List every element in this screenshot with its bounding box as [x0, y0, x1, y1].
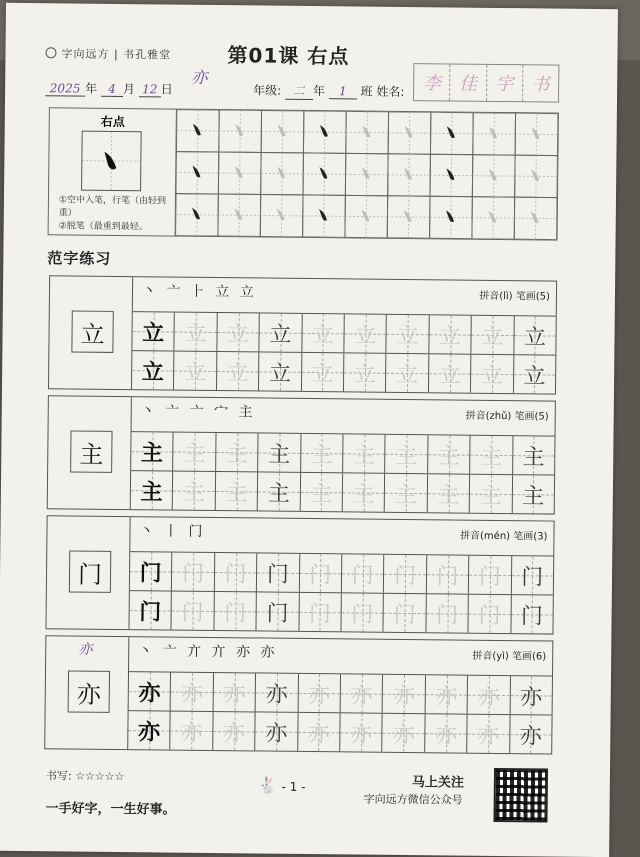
cell-char: 门 [309, 558, 331, 589]
cell-char: 主 [140, 475, 162, 506]
practice-cell[interactable] [341, 593, 384, 631]
right-dot-stroke [319, 209, 327, 221]
grade-suffix: 年 [313, 84, 325, 98]
page-number-text: - 1 - [281, 780, 305, 794]
char-meta [466, 407, 549, 423]
practice-cell[interactable] [512, 556, 554, 594]
practice-cell[interactable] [302, 314, 345, 352]
qr-code-icon [493, 768, 548, 823]
right-dot-stroke [531, 169, 539, 181]
cell-char: 立 [227, 356, 249, 387]
cell-char: 立 [524, 320, 546, 351]
cell-char: 主 [141, 436, 163, 467]
practice-cell[interactable] [425, 714, 468, 752]
worksheet-page [0, 3, 618, 857]
cell-char: 门 [352, 558, 374, 589]
stroke-cell[interactable] [261, 110, 304, 152]
practice-cell[interactable] [173, 472, 216, 510]
cell-char: 主 [353, 438, 375, 469]
practice-block [47, 395, 556, 514]
stroke-count: 笔画(5) [516, 291, 550, 302]
cell-char: 亦 [435, 679, 457, 710]
practice-cell[interactable] [427, 555, 470, 593]
cell-char: 立 [142, 316, 164, 347]
practice-cell[interactable] [213, 673, 256, 711]
motto: 一手好字，一生好事。 [46, 797, 176, 817]
model-char-panel [45, 636, 129, 749]
practice-cell[interactable] [469, 595, 512, 633]
date-month: 4 [101, 82, 123, 97]
practice-cell[interactable] [343, 434, 386, 472]
practice-cell[interactable] [214, 592, 257, 630]
cell-char: 主 [480, 478, 502, 509]
practice-cell[interactable] [514, 355, 556, 393]
cell-char: 立 [396, 357, 418, 388]
pinyin: 拼音(mén) [460, 531, 510, 543]
practice-cell[interactable] [259, 352, 302, 390]
cell-char: 立 [354, 318, 376, 349]
cell-char: 亦 [223, 716, 245, 747]
date-day: 12 [139, 82, 161, 97]
stroke-grid-svg [176, 110, 558, 240]
cell-char: 门 [351, 597, 373, 628]
practice-cell[interactable] [171, 712, 214, 750]
stroke-order: 丶 亠 亣 亣 亦 亦 [138, 640, 277, 661]
stroke-demo-square [81, 131, 142, 192]
practice-cell[interactable] [472, 316, 515, 354]
practice-cell[interactable] [470, 475, 513, 513]
cell-char: 主 [480, 439, 502, 470]
practice-cell[interactable] [299, 593, 342, 631]
brand-logo [45, 45, 171, 62]
cell-char: 门 [309, 597, 331, 628]
practice-cell[interactable] [213, 712, 256, 750]
cell-char: 立 [269, 356, 291, 387]
cell-char: 门 [436, 559, 458, 590]
cell-char: 主 [310, 438, 332, 469]
practice-cell[interactable] [342, 554, 385, 592]
cell-char: 立 [354, 357, 376, 388]
right-dot-stroke-icon [82, 132, 141, 191]
cell-char: 亦 [435, 718, 457, 749]
practice-cell[interactable] [469, 556, 512, 594]
cell-char: 门 [266, 596, 288, 627]
practice-cell[interactable] [467, 715, 510, 753]
cell-char: 立 [269, 317, 291, 348]
practice-row [131, 431, 554, 474]
cell-char: 门 [394, 558, 416, 589]
cell-char: 门 [224, 557, 246, 588]
right-dot-stroke [277, 209, 285, 221]
practice-cell[interactable] [132, 312, 175, 350]
practice-cell[interactable] [300, 473, 343, 511]
right-dot-stroke [192, 166, 200, 178]
month-label: 月 [123, 82, 135, 96]
date-year: 2025 [45, 81, 85, 96]
logo-icon [45, 47, 56, 58]
model-char-panel [49, 276, 133, 389]
cell-char: 门 [394, 597, 416, 628]
cell-char: 主 [395, 438, 417, 469]
grade-line [253, 81, 405, 101]
practice-cell[interactable] [512, 475, 554, 513]
practice-cell[interactable] [217, 313, 260, 351]
stroke-cell[interactable] [387, 196, 430, 238]
rabbit-icon: 🐇 [258, 775, 278, 794]
practice-row [132, 311, 555, 354]
date-line [45, 79, 173, 97]
practice-cell[interactable] [468, 676, 511, 714]
name-box [413, 63, 559, 103]
stroke-cell[interactable] [345, 153, 388, 195]
right-dot-stroke [404, 168, 412, 180]
practice-cell[interactable] [131, 432, 174, 470]
cell-char: 门 [224, 596, 246, 627]
practice-cell[interactable] [428, 435, 471, 473]
cell-char: 立 [142, 355, 164, 386]
right-dot-stroke [235, 124, 243, 136]
practice-row [128, 710, 551, 753]
cell-char: 主 [395, 477, 417, 508]
practice-cell[interactable] [132, 351, 175, 389]
right-dot-stroke [277, 125, 285, 137]
practice-cell[interactable] [258, 433, 301, 471]
stroke-cell[interactable] [515, 113, 558, 155]
practice-cell[interactable] [216, 472, 259, 510]
brand-text: 字向远方 | 书孔雅堂 [61, 47, 171, 61]
year-label: 年 [85, 82, 97, 96]
practice-cell[interactable] [130, 552, 173, 590]
stroke-cell[interactable] [176, 194, 219, 236]
stroke-cell[interactable] [218, 152, 261, 194]
cell-char: 门 [139, 595, 161, 626]
practice-cell[interactable] [258, 472, 301, 510]
practice-cell[interactable] [301, 434, 344, 472]
cell-char: 主 [310, 477, 332, 508]
right-dot-stroke [277, 167, 285, 179]
right-dot-stroke [319, 167, 327, 179]
practice-cell[interactable] [343, 473, 386, 511]
char-meta [460, 527, 548, 543]
cell-char: 主 [268, 437, 290, 468]
pinyin: 拼音(zhǔ) [466, 411, 512, 422]
practice-cell[interactable] [298, 713, 341, 751]
cell-char: 门 [478, 598, 500, 629]
rating: 书写: ☆☆☆☆☆ [46, 767, 125, 784]
practice-cell[interactable] [425, 675, 468, 713]
practice-cell[interactable] [386, 354, 429, 392]
practice-cell[interactable] [257, 553, 300, 591]
day-label: 日 [161, 82, 173, 96]
right-dot-stroke [193, 124, 201, 136]
right-dot-stroke [446, 168, 454, 180]
practice-cell[interactable] [470, 436, 513, 474]
cell-char: 亦 [477, 718, 499, 749]
practice-cell[interactable] [298, 674, 341, 712]
practice-row [129, 671, 552, 714]
cell-char: 立 [481, 358, 503, 389]
model-note: 亦 [78, 639, 92, 659]
name-char: 宇 [487, 65, 524, 101]
practice-cell[interactable] [510, 715, 552, 753]
stroke-count: 笔画(5) [514, 411, 548, 422]
class-value: 1 [329, 84, 357, 99]
practice-cell[interactable] [385, 474, 428, 512]
practice-cell[interactable] [255, 712, 298, 750]
cell-char: 立 [439, 358, 461, 389]
right-dot-stroke [320, 125, 328, 137]
model-char: 门 [69, 550, 111, 592]
pinyin: 拼音(yì) [472, 651, 509, 662]
name-char: 佳 [450, 64, 487, 100]
model-char: 亦 [68, 670, 110, 712]
model-char-panel [48, 396, 132, 509]
stroke-notes [59, 194, 171, 234]
cell-char: 亦 [223, 677, 245, 708]
cell-char: 主 [437, 478, 459, 509]
stroke-cell[interactable] [430, 196, 473, 238]
stroke-cell[interactable] [388, 154, 431, 196]
cell-char: 亦 [478, 679, 500, 710]
right-dot-stroke [446, 210, 454, 222]
right-dot-stroke [447, 126, 455, 138]
cell-char: 主 [522, 440, 544, 471]
cell-char: 主 [183, 475, 205, 506]
practice-row [132, 350, 555, 393]
cell-char: 亦 [138, 676, 160, 707]
right-dot-stroke [488, 211, 496, 223]
practice-cell[interactable] [341, 674, 384, 712]
cell-char: 主 [226, 437, 248, 468]
practice-cell[interactable] [510, 676, 552, 714]
cell-char: 亦 [138, 715, 160, 746]
practice-cell[interactable] [511, 595, 553, 633]
stroke-count: 笔画(6) [512, 651, 546, 662]
stroke-cell[interactable] [303, 111, 346, 153]
cell-char: 门 [140, 556, 162, 587]
cell-char: 主 [268, 476, 290, 507]
practice-cell[interactable] [386, 435, 429, 473]
cell-char: 主 [438, 439, 460, 470]
cell-char: 门 [521, 599, 543, 630]
cell-char: 亦 [308, 716, 330, 747]
model-char-panel [46, 516, 130, 629]
practice-block [48, 275, 557, 394]
practice-grid [131, 431, 555, 513]
practice-cell[interactable] [129, 591, 172, 629]
stroke-intro-box [48, 107, 559, 240]
practice-cell[interactable] [172, 553, 215, 591]
cell-char: 亦 [350, 678, 372, 709]
practice-cell[interactable] [217, 352, 260, 390]
cell-char: 立 [184, 355, 206, 386]
follow-label: 马上关注 [412, 771, 464, 791]
grade-label: 年级: [253, 83, 281, 97]
practice-cell[interactable] [429, 354, 472, 392]
practice-grid [128, 671, 552, 753]
stroke-cell[interactable] [514, 197, 557, 239]
right-dot-stroke [192, 208, 200, 220]
stroke-order: 丶 亠 亠 宀 主 [141, 400, 256, 421]
stroke-cell[interactable] [218, 194, 261, 236]
stroke-name: 右点 [50, 112, 176, 130]
model-char: 主 [70, 430, 112, 472]
cell-char: 亦 [520, 680, 542, 711]
note-line: ①空中入笔，行笔（由轻到重） [59, 194, 171, 221]
practice-cell[interactable] [387, 315, 430, 353]
lesson-title: 第01课 右点 [227, 39, 349, 69]
cell-char: 亦 [266, 677, 288, 708]
practice-block [45, 515, 554, 634]
cell-char: 主 [225, 476, 247, 507]
name-char: 李 [414, 64, 451, 100]
stroke-cell[interactable] [388, 112, 431, 154]
stroke-cell[interactable] [261, 152, 304, 194]
practice-cell[interactable] [383, 714, 426, 752]
stroke-cell[interactable] [176, 152, 219, 194]
stroke-cell[interactable] [303, 195, 346, 237]
cell-char: 主 [522, 479, 544, 510]
right-dot-stroke [362, 168, 370, 180]
practice-cell[interactable] [216, 433, 259, 471]
pinyin: 拼音(lì) [479, 291, 512, 302]
practice-cell[interactable] [384, 594, 427, 632]
name-char: 书 [523, 65, 559, 101]
practice-cell[interactable] [131, 471, 174, 509]
right-dot-stroke [489, 127, 497, 139]
cell-char: 门 [267, 557, 289, 588]
cell-char: 亦 [308, 677, 330, 708]
practice-cell[interactable] [257, 592, 300, 630]
practice-row [131, 470, 554, 513]
stroke-cell[interactable] [473, 113, 516, 155]
margin-note: 亦 [191, 65, 207, 88]
practice-grid [132, 311, 556, 393]
practice-cell[interactable] [340, 713, 383, 751]
stroke-order: 丶 丨 门 [139, 520, 205, 541]
practice-cell[interactable] [426, 594, 469, 632]
right-dot-stroke [404, 126, 412, 138]
cell-char: 立 [439, 319, 461, 350]
practice-cell[interactable] [302, 353, 345, 391]
cell-char: 主 [183, 436, 205, 467]
practice-block [44, 635, 553, 754]
cell-char: 立 [227, 317, 249, 348]
right-dot-stroke [362, 126, 370, 138]
cell-char: 亦 [265, 716, 287, 747]
cell-char: 门 [182, 556, 204, 587]
practice-cell[interactable] [175, 313, 218, 351]
section-label: 范字练习 [47, 247, 111, 269]
cell-char: 亦 [350, 717, 372, 748]
practice-cell[interactable] [129, 672, 172, 710]
cell-char: 立 [481, 319, 503, 350]
practice-cell[interactable] [428, 474, 471, 512]
stroke-cell[interactable] [346, 111, 389, 153]
practice-row [130, 551, 553, 594]
practice-cell[interactable] [260, 313, 303, 351]
stroke-cell[interactable] [515, 155, 558, 197]
cell-char: 主 [352, 477, 374, 508]
practice-cell[interactable] [174, 352, 217, 390]
practice-cell[interactable] [344, 314, 387, 352]
model-char: 立 [71, 311, 113, 353]
cell-char: 立 [311, 357, 333, 388]
practice-cell[interactable] [171, 673, 214, 711]
right-dot-stroke [531, 211, 539, 223]
cell-char: 立 [185, 316, 207, 347]
stroke-practice-grid [176, 110, 558, 240]
stroke-cell[interactable] [430, 112, 473, 154]
stroke-cell[interactable] [472, 197, 515, 239]
class-name-label: 班 姓名: [361, 85, 405, 99]
page-number [258, 775, 306, 794]
cell-char: 门 [436, 598, 458, 629]
right-dot-stroke [531, 127, 539, 139]
practice-cell[interactable] [256, 673, 299, 711]
cell-char: 亦 [520, 719, 542, 750]
cell-char: 立 [523, 359, 545, 390]
right-dot-stroke [404, 210, 412, 222]
stroke-demo-panel [49, 108, 177, 235]
char-meta [472, 647, 546, 663]
stroke-count: 笔画(3) [513, 531, 547, 542]
cell-char: 亦 [393, 678, 415, 709]
cell-char: 亦 [181, 676, 203, 707]
stroke-cell[interactable] [260, 194, 303, 236]
practice-cell[interactable] [471, 355, 514, 393]
stroke-cell[interactable] [345, 195, 388, 237]
stroke-order: 丶 亠 ⺊ 立 立 [142, 280, 257, 301]
practice-cell[interactable] [514, 316, 556, 354]
grade-value: 二 [285, 82, 313, 100]
cell-char: 亦 [392, 717, 414, 748]
cell-char: 门 [182, 595, 204, 626]
cell-char: 亦 [180, 715, 202, 746]
stroke-cell[interactable] [303, 153, 346, 195]
practice-cell[interactable] [383, 675, 426, 713]
cell-char: 立 [312, 318, 334, 349]
stroke-cell[interactable] [430, 154, 473, 196]
practice-grid [129, 551, 553, 633]
note-line: ②脱笔（最重到最轻。 [59, 220, 171, 234]
practice-cell[interactable] [128, 711, 171, 749]
right-dot-stroke [235, 166, 243, 178]
cell-char: 门 [479, 559, 501, 590]
cell-char: 门 [521, 560, 543, 591]
cell-char: 立 [397, 318, 419, 349]
practice-cell[interactable] [513, 436, 555, 474]
stroke-cell[interactable] [219, 110, 262, 152]
stroke-cell[interactable] [472, 155, 515, 197]
practice-cell[interactable] [174, 433, 217, 471]
practice-cell[interactable] [429, 315, 472, 353]
right-dot-stroke [489, 169, 497, 181]
wechat-label: 字向远方微信公众号 [364, 791, 463, 808]
practice-cell[interactable] [172, 592, 215, 630]
stroke-cell[interactable] [176, 110, 219, 152]
practice-cell[interactable] [384, 555, 427, 593]
practice-cell[interactable] [344, 353, 387, 391]
right-dot-stroke [234, 208, 242, 220]
char-meta [479, 287, 550, 303]
practice-cell[interactable] [215, 553, 258, 591]
right-dot-stroke [361, 210, 369, 222]
practice-cell[interactable] [299, 554, 342, 592]
practice-row [129, 590, 552, 633]
